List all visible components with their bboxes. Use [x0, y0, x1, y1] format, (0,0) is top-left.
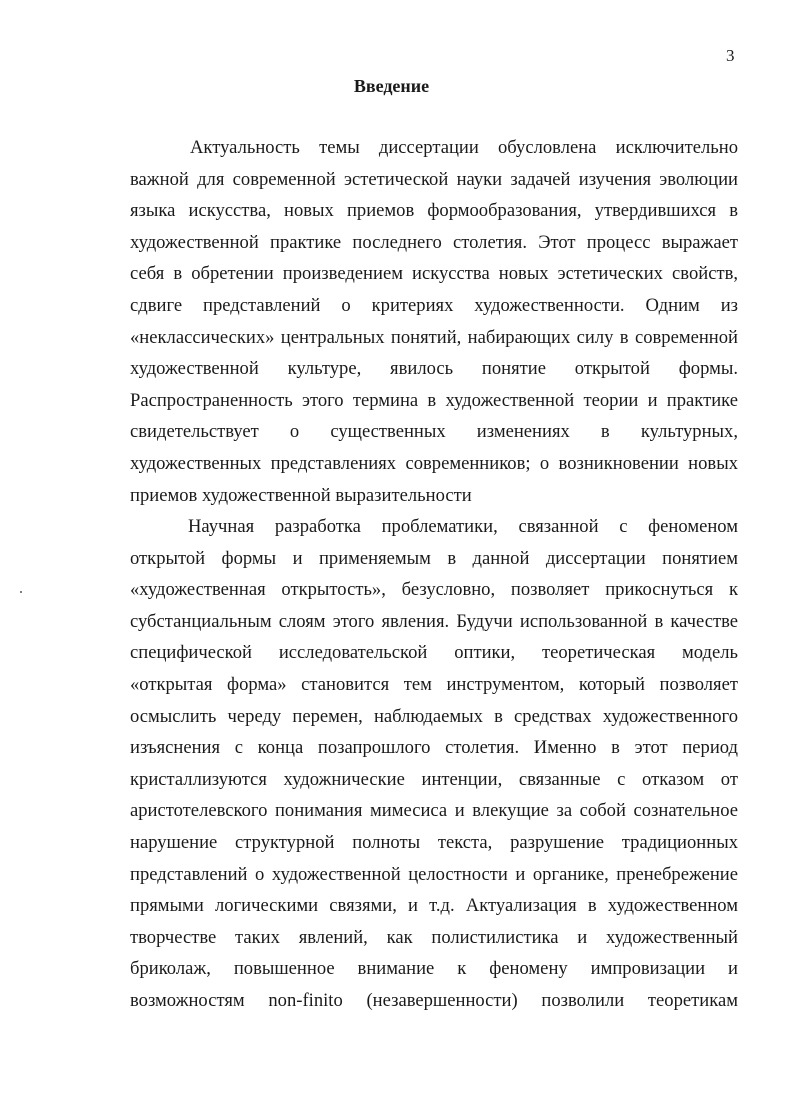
- text-line: себя в обретении произведением искусства новых эстетических свойств,: [130, 263, 738, 285]
- text-line: художественной практике последнего столетия. Этот процесс выражает: [130, 231, 738, 253]
- text-line: «художественная открытость», безусловно, позволяет прикоснуться к: [130, 579, 738, 601]
- paragraph-1: [130, 132, 738, 511]
- text-line: возможностям non-finito (незавершенности) позволили теоретикам: [130, 989, 738, 1011]
- text-line: аристотелевского понимания мимесиса и влекущие за собой сознательное: [130, 800, 738, 822]
- section-heading-text: Введение: [353, 76, 430, 96]
- text-line: художественных представлениях современников; о возникновении новых: [130, 452, 738, 474]
- paragraph-2: [130, 511, 738, 1017]
- text-line: свидетельствует о существенных изменениях в культурных,: [130, 421, 738, 443]
- text-line: творчестве таких явлений, как полистилистика и художественный: [130, 926, 738, 948]
- text-line: приемов художественной выразительности: [130, 484, 472, 506]
- text-line: субстанциальным слоям этого явления. Будучи использованной в качестве: [130, 610, 738, 632]
- text-line: нарушение структурной полноты текста, разрушение традиционных: [130, 831, 738, 853]
- text-line: прямыми логическими связями, и т.д. Актуализация в художественном: [130, 895, 738, 917]
- text-line: сдвиге представлений о критериях художественности. Одним из: [130, 294, 738, 316]
- text-line: «неклассических» центральных понятий, набирающих силу в современной: [130, 326, 738, 348]
- text-line: открытой формы и применяемым в данной диссертации понятием: [130, 547, 738, 569]
- text-line: изъяснения с конца позапрошлого столетия. Именно в этот период: [130, 737, 738, 759]
- text-line: художественной культуре, явилось понятие открытой формы.: [130, 358, 738, 380]
- text-line: представлений о художественной целостности и органике, пренебрежение: [130, 863, 738, 885]
- section-heading: [0, 75, 793, 97]
- text-line: специфической исследовательской оптики, теоретическая модель: [130, 642, 738, 664]
- text-line: бриколаж, повышенное внимание к феномену импровизации и: [130, 958, 738, 980]
- text-line: «открытая форма» становится тем инструментом, который позволяет: [130, 673, 738, 695]
- text-line: кристаллизуются художнические интенции, связанные с отказом от: [130, 768, 738, 790]
- page-number: 3: [726, 46, 735, 65]
- text-line: Актуальность темы диссертации обусловлена исключительно: [190, 137, 738, 158]
- scan-speck: [20, 591, 22, 593]
- text-line: языка искусства, новых приемов формообразования, утвердившихся в: [130, 200, 738, 222]
- text-line: осмыслить череду перемен, наблюдаемых в средствах художественного: [130, 705, 738, 727]
- text-line: Распространенность этого термина в художественной теории и практике: [130, 389, 738, 411]
- text-line: Научная разработка проблематики, связанной с феноменом: [188, 516, 738, 537]
- text-line: важной для современной эстетической науки задачей изучения эволюции: [130, 168, 738, 190]
